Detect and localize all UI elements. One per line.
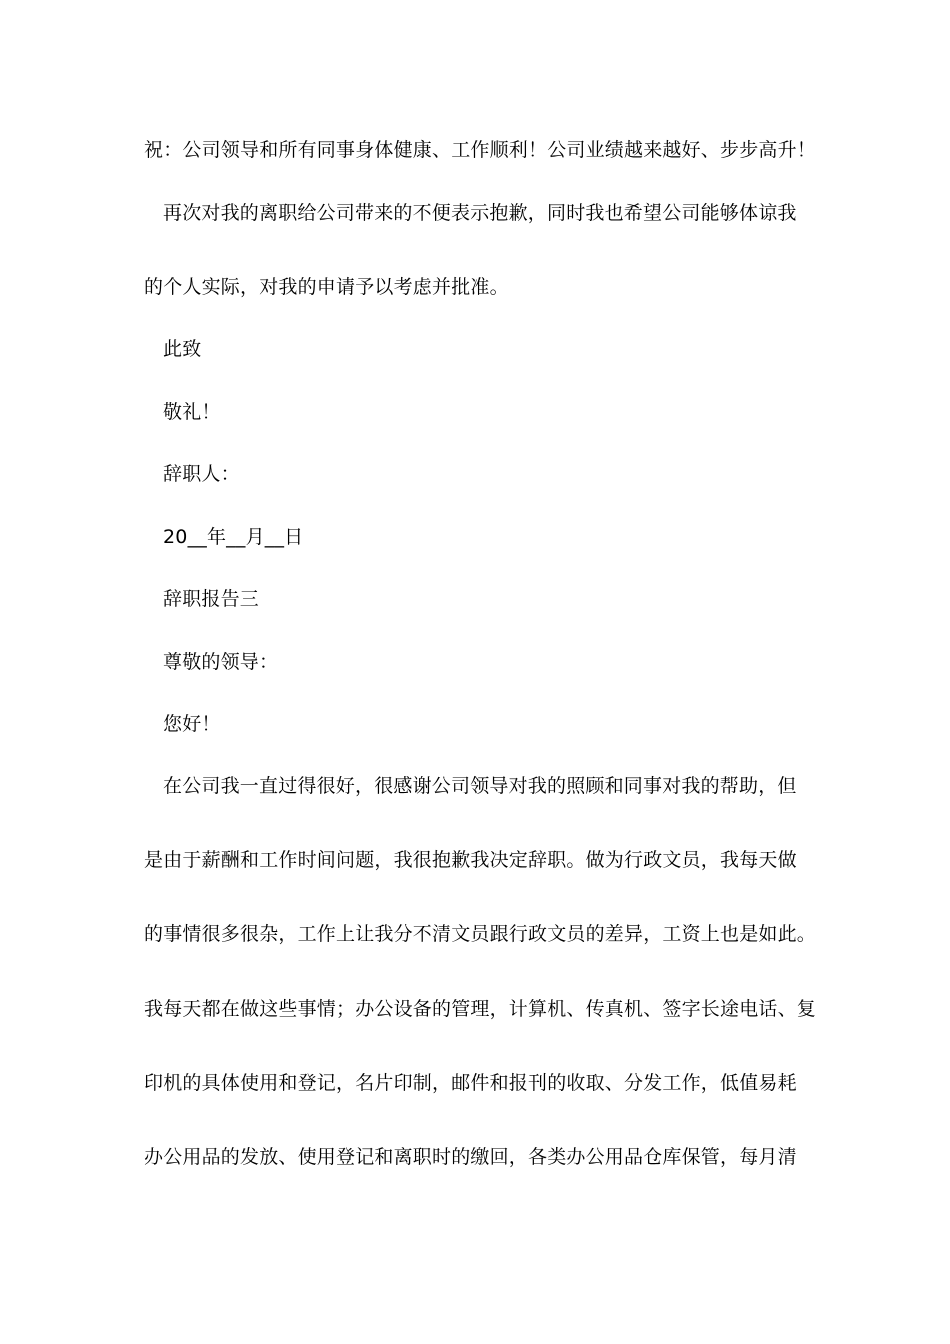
greeting-respected-leader: 尊敬的领导：	[163, 651, 279, 673]
greeting-hello: 您好！	[163, 713, 221, 735]
closing-wishes-line: 祝：公司领导和所有同事身体健康、工作顺利！公司业绩越来越好、步步高升！	[144, 139, 817, 161]
body-line-2: 是由于薪酬和工作时间问题，我很抱歉我决定辞职。做为行政文员，我每天做	[144, 849, 797, 871]
date-line: 20__年__月__日	[163, 526, 304, 548]
salutation-jingli: 敬礼！	[163, 401, 221, 423]
body-line-5: 印机的具体使用和登记，名片印制，邮件和报刊的收取、分发工作，低值易耗	[144, 1072, 797, 1094]
body-line-1: 在公司我一直过得很好，很感谢公司领导对我的照顾和同事对我的帮助，但	[163, 775, 797, 797]
salutation-cizhi: 此致	[163, 338, 202, 360]
section-title: 辞职报告三	[163, 588, 260, 610]
body-line-3: 的事情很多很杂，工作上让我分不清文员跟行政文员的差异，工资上也是如此。	[144, 923, 817, 945]
body-line-4: 我每天都在做这些事情；办公设备的管理，计算机、传真机、签字长途电话、复	[144, 998, 817, 1020]
resigner-label: 辞职人：	[163, 463, 240, 485]
body-line-6: 办公用品的发放、使用登记和离职时的缴回，各类办公用品仓库保管，每月清	[144, 1146, 797, 1168]
apology-line-2: 的个人实际，对我的申请予以考虑并批准。	[144, 276, 509, 298]
apology-line-1: 再次对我的离职给公司带来的不便表示抱歉，同时我也希望公司能够体谅我	[163, 202, 797, 224]
